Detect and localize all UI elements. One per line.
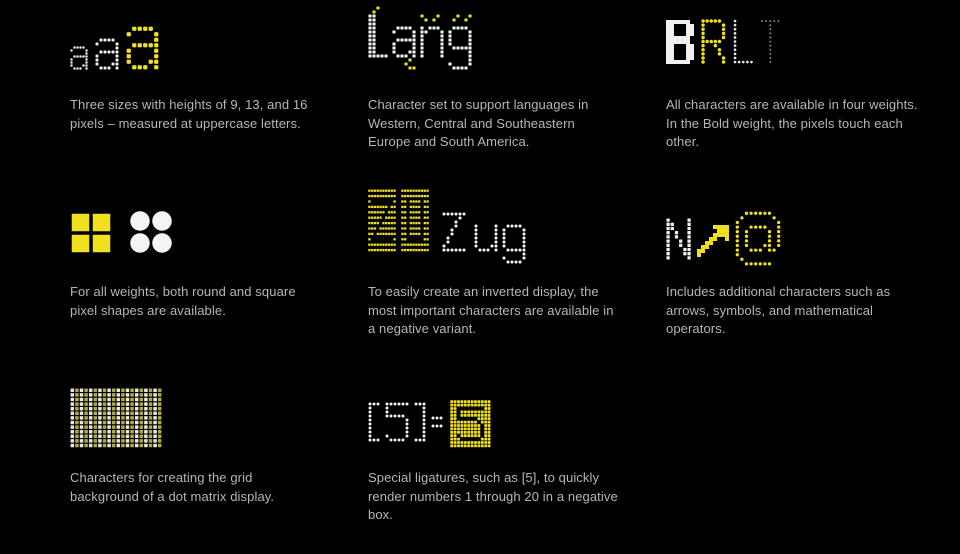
dot-grid-glyph <box>70 388 162 448</box>
negative-five-box-glyph <box>450 400 491 448</box>
bracket-right-glyph <box>414 402 426 442</box>
dot-a-medium-glyph <box>95 38 119 70</box>
feature-cell-negative <box>368 186 620 380</box>
equals-sign-glyph <box>431 416 443 428</box>
feature-cell-weights <box>666 14 918 186</box>
regular-r-glyph <box>701 19 726 64</box>
art-empty <box>666 380 918 448</box>
feature-description: For all weights, both round and square pixel shapes are available. <box>70 284 296 318</box>
round-pixels-glyph <box>129 210 173 254</box>
art-negative <box>368 186 620 268</box>
ne-arrow-glyph <box>697 225 729 257</box>
art-grid-background <box>70 380 322 448</box>
square-pixels-glyph <box>70 212 112 254</box>
feature-cell-grid-background <box>70 380 322 554</box>
art-ligatures <box>368 380 620 448</box>
art-languages <box>368 14 620 70</box>
feature-description: Includes additional characters such as arrows, symbols, and mathematical operators. <box>666 284 891 336</box>
bracket-left-glyph <box>368 402 380 442</box>
feature-cell-languages <box>368 14 620 186</box>
thin-t-glyph <box>760 19 781 64</box>
feature-cell-ligatures <box>368 380 620 554</box>
feature-cell-empty <box>666 380 918 554</box>
feature-description: Characters for creating the grid background of a dot matrix display. <box>70 470 275 504</box>
zug-word-glyph <box>442 212 526 264</box>
feature-cell-shapes <box>70 186 322 380</box>
feature-description: All characters are available in four weights. In the Bold weight, the pixels touch each other. <box>666 97 918 149</box>
art-symbols <box>666 186 918 268</box>
feature-description: Special ligatures, such as [5], to quickly render numbers 1 through 20 in a negative box. <box>368 470 618 522</box>
letter-n-glyph <box>666 218 691 260</box>
feature-description: Character set to support languages in Western, Central and Southeastern Europe and South America. <box>368 97 589 149</box>
bold-b-glyph <box>666 20 694 64</box>
light-l-glyph <box>733 19 754 64</box>
feature-cell-symbols <box>666 186 918 380</box>
digit-five-glyph <box>385 402 409 442</box>
art-weights <box>666 14 918 70</box>
feature-description: To easily create an inverted display, the most important characters are available in a negative variant. <box>368 284 614 336</box>
negative-z-block-glyph <box>368 188 396 253</box>
negative-u-block-glyph <box>401 188 429 253</box>
feature-description: Three sizes with heights of 9, 13, and 16 pixels – measured at uppercase letters. <box>70 97 308 131</box>
at-sign-glyph <box>735 211 781 266</box>
feature-cell-sizes <box>70 14 322 186</box>
lang-diacritics-glyph <box>368 6 472 70</box>
dot-a-large-glyph <box>126 26 159 70</box>
art-shapes <box>70 186 322 268</box>
dot-a-small-glyph <box>70 46 88 70</box>
art-sizes <box>70 14 322 70</box>
